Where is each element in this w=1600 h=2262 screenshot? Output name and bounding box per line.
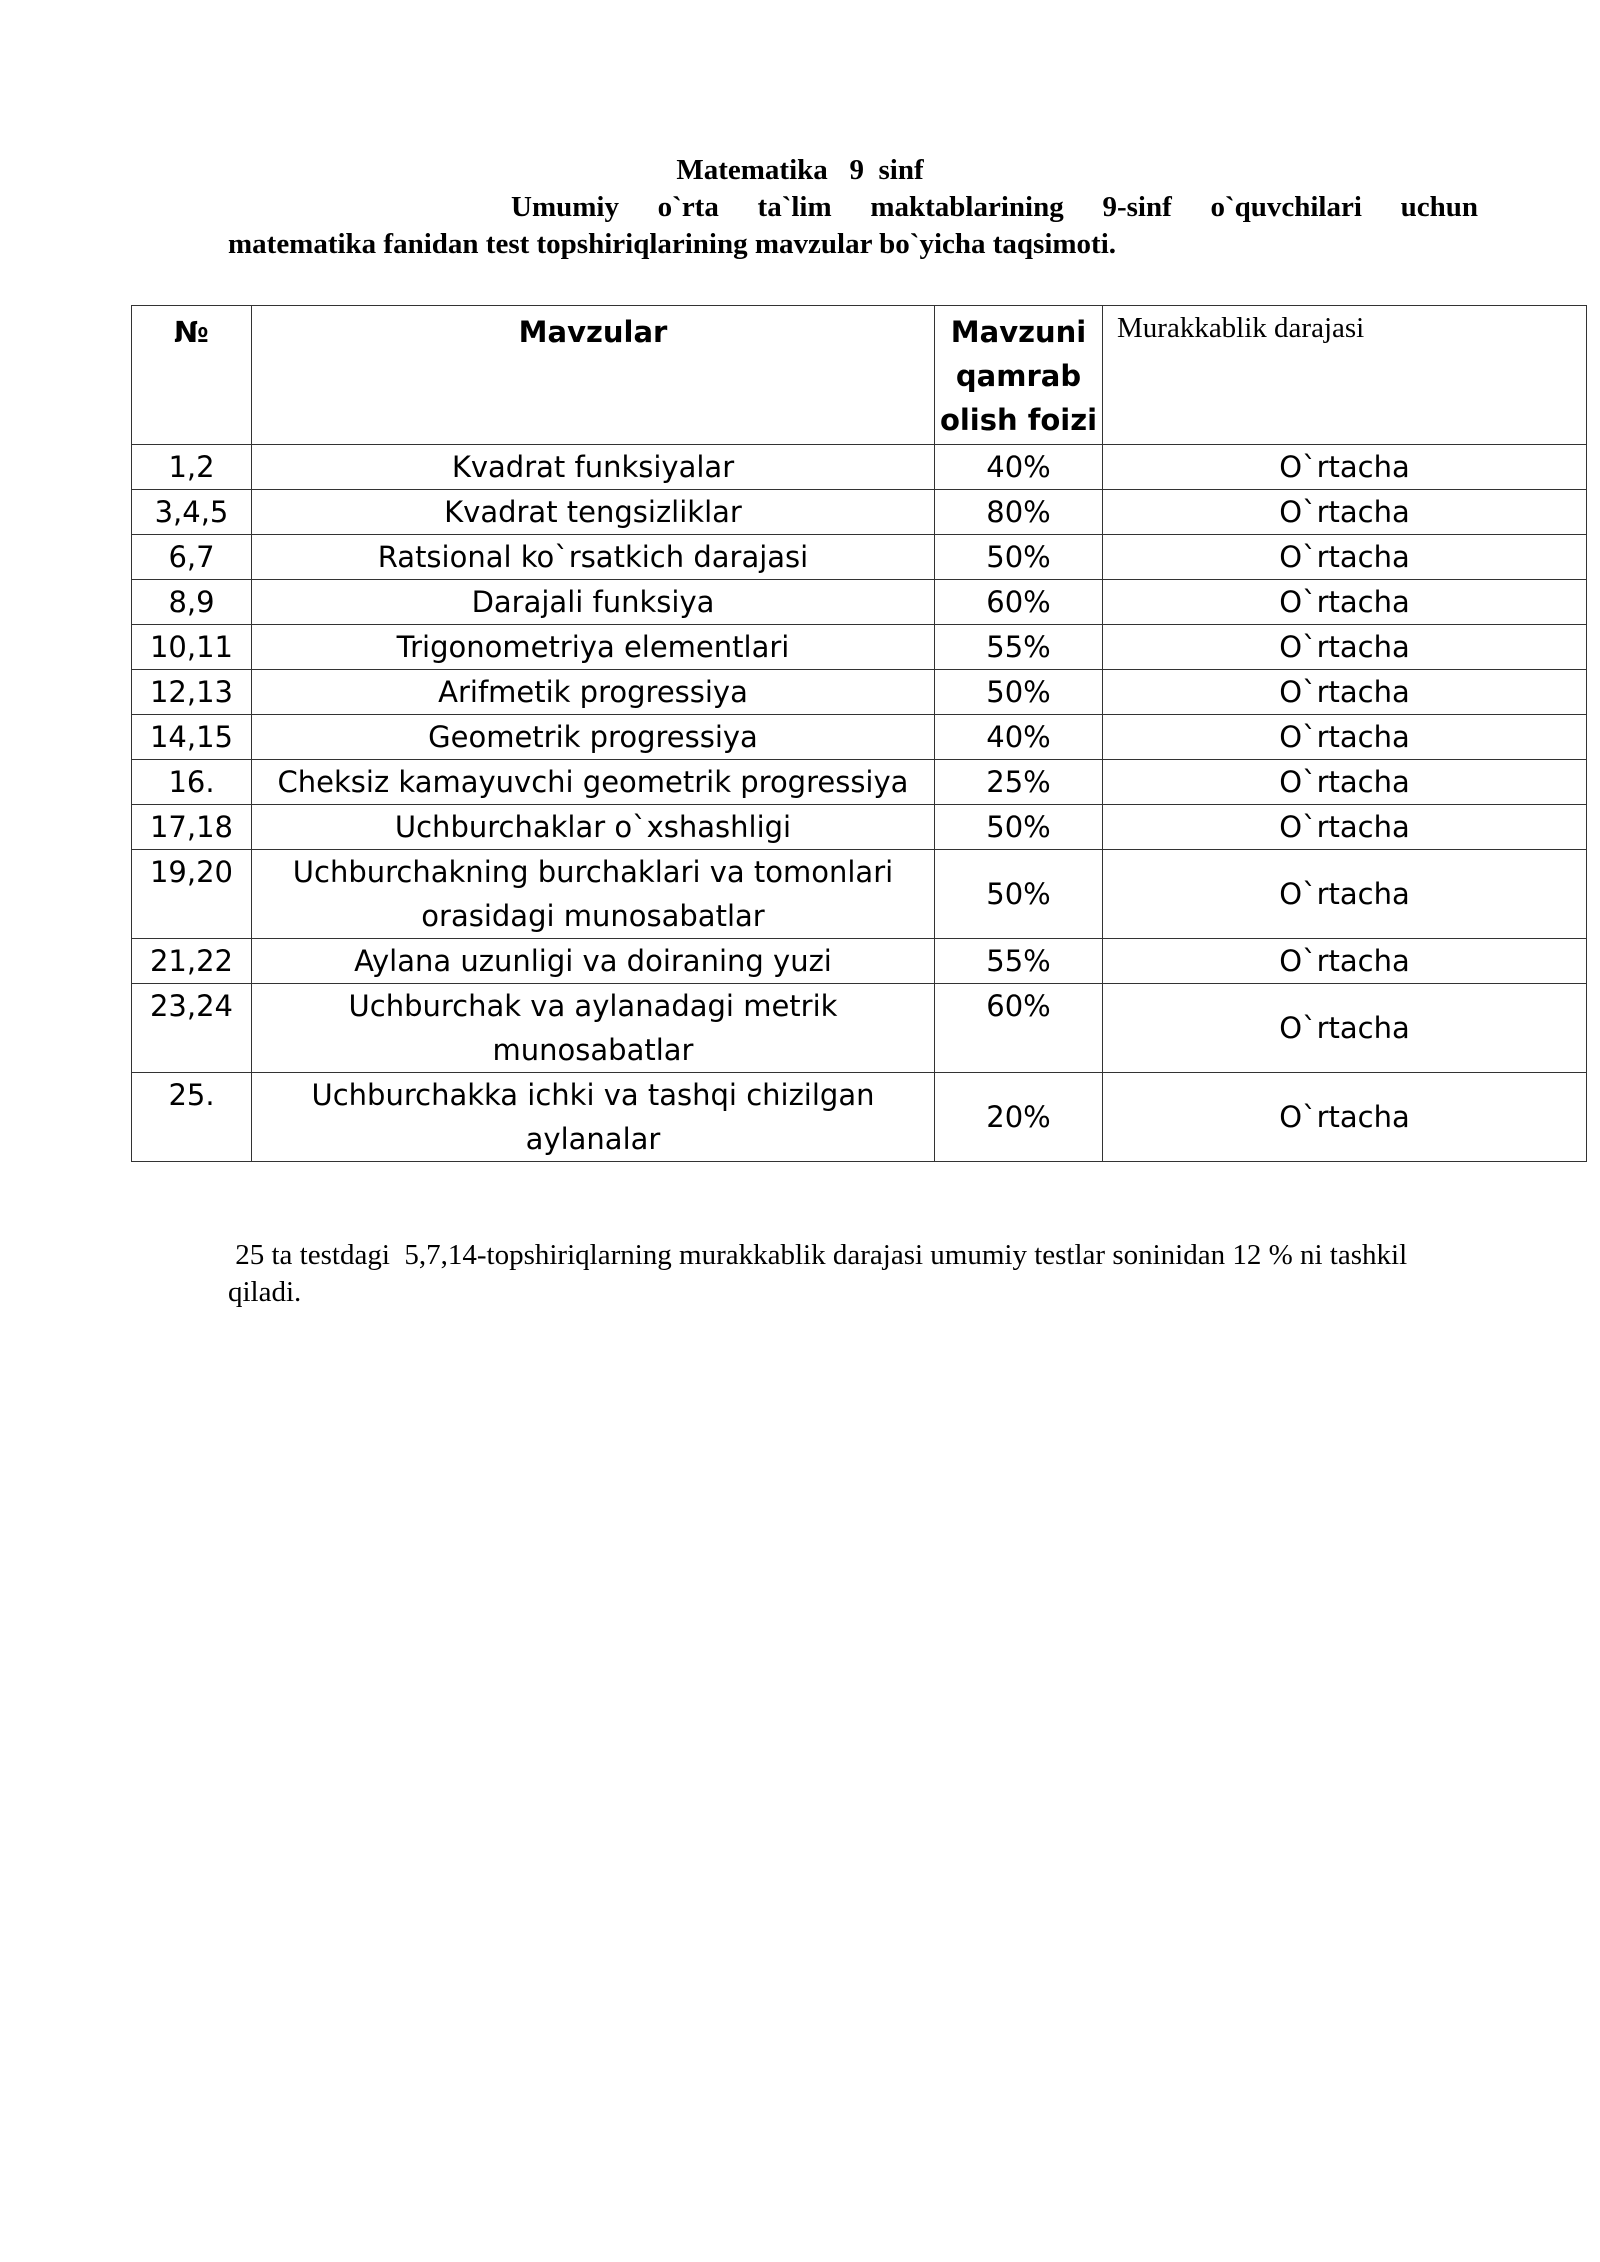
row-level: O`rtacha <box>1103 535 1587 580</box>
row-topic: Ratsional ko`rsatkich darajasi <box>252 535 935 580</box>
table-row <box>132 670 1587 715</box>
row-number: 14,15 <box>132 715 252 760</box>
row-level: O`rtacha <box>1103 850 1587 939</box>
table-row <box>132 535 1587 580</box>
row-number: 23,24 <box>132 984 252 1073</box>
row-number: 3,4,5 <box>132 490 252 535</box>
topics-table <box>131 305 1587 1162</box>
row-level: O`rtacha <box>1103 939 1587 984</box>
row-number: 12,13 <box>132 670 252 715</box>
row-number: 6,7 <box>132 535 252 580</box>
row-percent: 50% <box>935 805 1103 850</box>
table-row <box>132 625 1587 670</box>
row-number: 21,22 <box>132 939 252 984</box>
row-number: 17,18 <box>132 805 252 850</box>
row-level: O`rtacha <box>1103 715 1587 760</box>
row-level: O`rtacha <box>1103 760 1587 805</box>
row-topic: Geometrik progressiya <box>252 715 935 760</box>
row-number: 16. <box>132 760 252 805</box>
row-topic: Kvadrat tengsizliklar <box>252 490 935 535</box>
subtitle-line-2: matematika fanidan test topshiriqlarining mavzular bo`yicha taqsimoti. <box>228 228 1117 260</box>
row-percent: 60% <box>935 580 1103 625</box>
row-level: O`rtacha <box>1103 984 1587 1073</box>
row-percent: 50% <box>935 850 1103 939</box>
row-topic: Uchburchakka ichki va tashqi chizilgan aylanalar <box>252 1073 935 1162</box>
row-percent: 60% <box>935 984 1103 1073</box>
table-row <box>132 490 1587 535</box>
row-level: O`rtacha <box>1103 670 1587 715</box>
row-percent: 80% <box>935 490 1103 535</box>
row-percent: 40% <box>935 715 1103 760</box>
row-number: 10,11 <box>132 625 252 670</box>
table-row <box>132 939 1587 984</box>
header-topics: Mavzular <box>252 306 935 445</box>
header-number: № <box>132 306 252 445</box>
table-row <box>132 805 1587 850</box>
row-topic: Aylana uzunligi va doiraning yuzi <box>252 939 935 984</box>
row-topic: Cheksiz kamayuvchi geometrik progressiya <box>252 760 935 805</box>
row-level: O`rtacha <box>1103 490 1587 535</box>
table-header-row <box>132 306 1587 445</box>
document-title: Matematika 9 sinf <box>676 154 924 186</box>
table-row <box>132 760 1587 805</box>
table-row <box>132 984 1587 1073</box>
row-percent: 55% <box>935 625 1103 670</box>
row-topic: Arifmetik progressiya <box>252 670 935 715</box>
subtitle-line-1: Umumiy o`rta ta`lim maktablarining 9-sinf o`quvchilari uchun <box>511 191 1478 223</box>
header-coverage: Mavzuni qamrab olish foizi <box>935 306 1103 445</box>
row-percent: 40% <box>935 445 1103 490</box>
row-level: O`rtacha <box>1103 445 1587 490</box>
row-topic: Uchburchak va aylanadagi metrik munosabatlar <box>252 984 935 1073</box>
row-topic: Trigonometriya elementlari <box>252 625 935 670</box>
row-number: 19,20 <box>132 850 252 939</box>
row-topic: Uchburchakning burchaklari va tomonlari orasidagi munosabatlar <box>252 850 935 939</box>
table-row <box>132 445 1587 490</box>
table-row <box>132 580 1587 625</box>
row-topic: Darajali funksiya <box>252 580 935 625</box>
table-row <box>132 850 1587 939</box>
row-level: O`rtacha <box>1103 580 1587 625</box>
row-topic: Uchburchaklar o`xshashligi <box>252 805 935 850</box>
summary-note: 25 ta testdagi 5,7,14-topshiriqlarning murakkablik darajasi umumiy testlar soninidan 12 % ni tashkil qiladi. <box>228 1239 1415 1308</box>
row-percent: 25% <box>935 760 1103 805</box>
row-percent: 50% <box>935 535 1103 580</box>
row-level: O`rtacha <box>1103 805 1587 850</box>
document-subtitle <box>228 189 1478 263</box>
row-percent: 50% <box>935 670 1103 715</box>
row-topic: Kvadrat funksiyalar <box>252 445 935 490</box>
row-number: 8,9 <box>132 580 252 625</box>
table-row <box>132 1073 1587 1162</box>
row-percent: 20% <box>935 1073 1103 1162</box>
row-level: O`rtacha <box>1103 1073 1587 1162</box>
row-percent: 55% <box>935 939 1103 984</box>
row-level: O`rtacha <box>1103 625 1587 670</box>
row-number: 25. <box>132 1073 252 1162</box>
header-difficulty: Murakkablik darajasi <box>1103 306 1587 445</box>
table-row <box>132 715 1587 760</box>
row-number: 1,2 <box>132 445 252 490</box>
